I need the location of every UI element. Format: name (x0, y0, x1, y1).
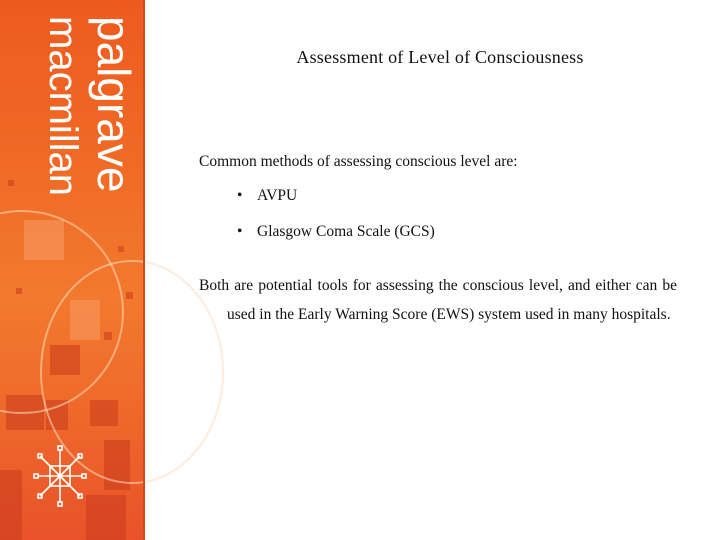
intro-text: Common methods of assessing conscious level are: (199, 153, 518, 170)
decor-square (86, 495, 126, 540)
brand-line-macmillan: macmillan (41, 16, 85, 197)
slide-title: Assessment of Level of Consciousness (296, 47, 584, 67)
palgrave-star-logo-icon (28, 442, 92, 510)
brand-sidebar (0, 0, 145, 540)
sidebar-divider (143, 0, 145, 540)
list-item (237, 220, 677, 244)
body-paragraph: Both are potential tools for assessing the conscious level, and either can be used in the Early Warning Score (EWS) system used in many hospitals. (199, 277, 677, 323)
bullet-text: AVPU (257, 187, 298, 204)
slide-content (199, 150, 677, 329)
bullet-list (199, 184, 677, 244)
bullet-glyph: • (237, 223, 243, 240)
list-item (237, 184, 677, 208)
palgrave-macmillan-wordmark (4, 8, 140, 198)
bullet-glyph: • (237, 187, 243, 204)
brand-line-palgrave: palgrave (88, 16, 140, 193)
decor-square (0, 470, 22, 540)
decor-square (118, 246, 124, 252)
bullet-text: Glasgow Coma Scale (GCS) (257, 223, 435, 240)
